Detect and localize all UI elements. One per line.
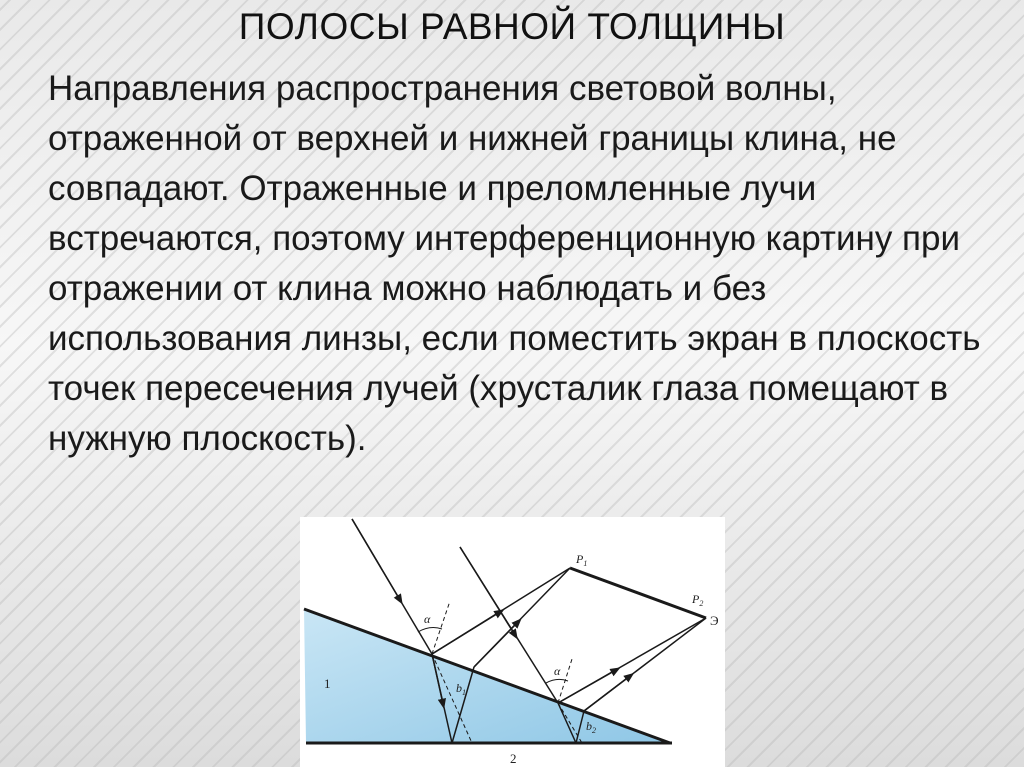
incident-ray-left-arrow [352,519,400,600]
label-point-1: $P_1$ [576,552,588,568]
label-point-2: $P_2$ [692,592,704,608]
label-thickness-1: $b_1$ [456,681,466,697]
label-medium-1: 1 [324,676,331,691]
wedge-diagram [300,517,725,767]
label-angle-left: α [424,612,431,626]
slide-title: ПОЛОСЫ РАВНОЙ ТОЛЩИНЫ [238,6,786,47]
incident-ray-right-arrow [460,547,515,635]
label-medium-2: 2 [510,751,517,766]
label-angle-right: α [554,664,561,678]
screen-line [570,568,706,618]
angle-arc-left [418,628,442,632]
label-thickness-2: $b_2$ [586,719,596,735]
reflected-ray-left-arrow [432,612,500,654]
slide-paragraph: Направления распространения световой волны, отраженной от верхней и нижней границы клина, не совпадают. Отраженные и преломленные лучи встречаются, поэтому интерференционную картину при отражении от клина можно наблюдать и без использования линзы, если поместить экран в плоскость точек пересечения лучей (хрусталик глаза помещают в нужную плоскость). [48,69,981,458]
label-screen: Э [710,613,719,628]
emergent-ray-right-arrow [584,676,630,711]
wedge-interference-figure [300,517,725,767]
